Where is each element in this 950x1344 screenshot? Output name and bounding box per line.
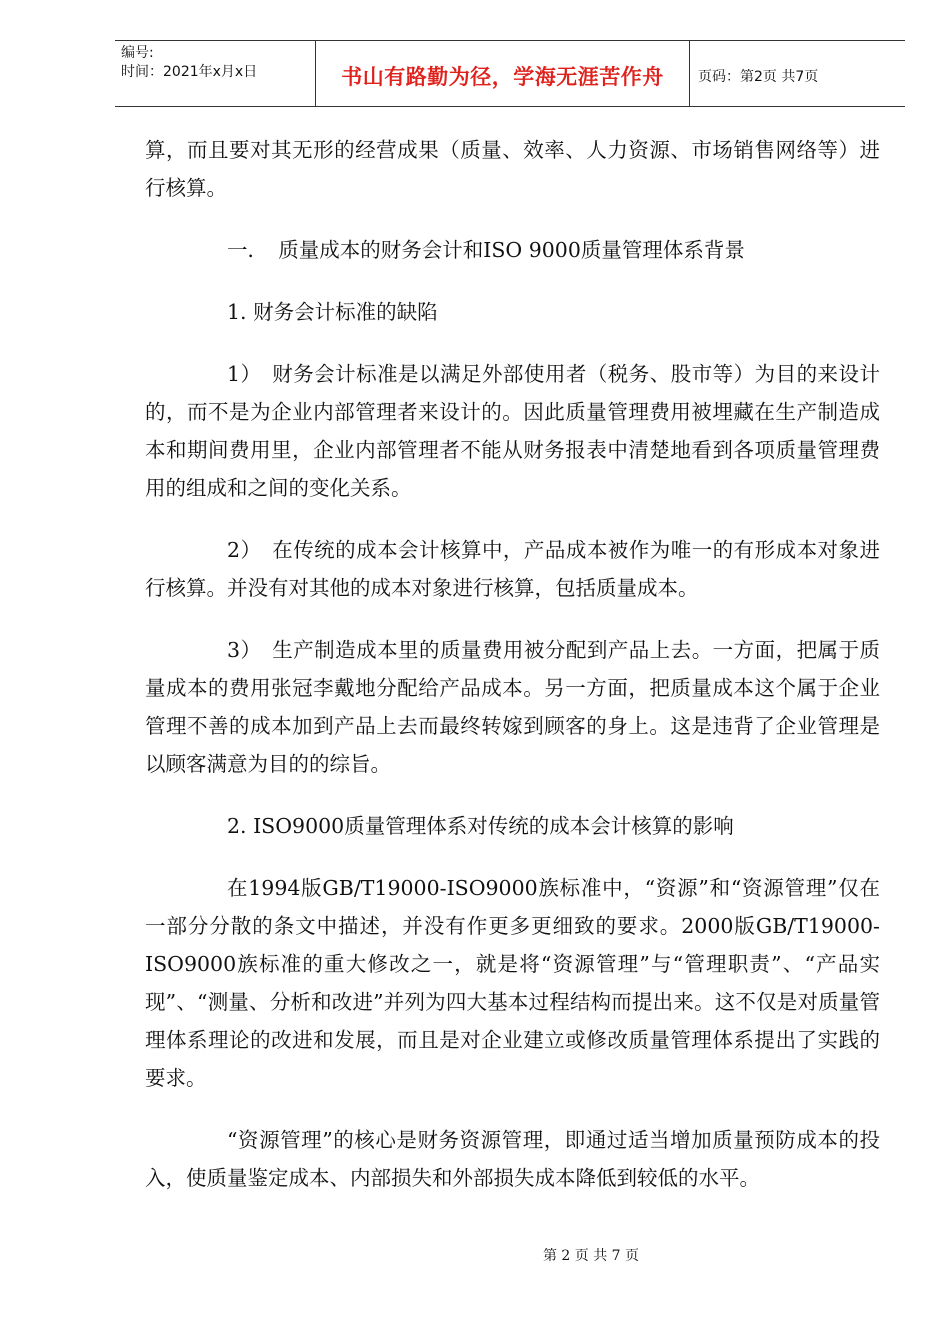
document-body xyxy=(145,131,880,1221)
paragraph-resource-management: “资源管理”的核心是财务资源管理，即通过适当增加质量预防成本的投入，使质量鉴定成本、内部损失和外部损失成本降低到较低的水平。 xyxy=(145,1128,880,1190)
header-page-info: 页码：第2页 共7页 xyxy=(698,68,819,85)
section-heading-1: 一． 质量成本的财务会计和ISO 9000质量管理体系背景 xyxy=(227,238,745,262)
subsection-heading-2: 2. ISO9000质量管理体系对传统的成本会计核算的影响 xyxy=(227,814,734,838)
serial-label: 编号: xyxy=(121,45,154,61)
paragraph-item-2: 2） 在传统的成本会计核算中，产品成本被作为唯一的有形成本对象进行核算。并没有对其他的成本对象进行核算，包括质量成本。 xyxy=(145,538,880,600)
paragraph-item-3: 3） 生产制造成本里的质量费用被分配到产品上去。一方面，把属于质量成本的费用张冠李戴地分配给产品成本。另一方面，把质量成本这个属于企业管理不善的成本加到产品上去而最终转嫁到顾客的身上。这是违背了企业管理是以顾客满意为目的的综旨。 xyxy=(145,638,880,776)
page-footer xyxy=(0,1245,950,1265)
paragraph-continuation: 算，而且要对其无形的经营成果（质量、效率、人力资源、市场销售网络等）进行核算。 xyxy=(145,138,880,200)
subsection-heading-1: 1. 财务会计标准的缺陷 xyxy=(227,300,438,324)
page-header xyxy=(115,40,905,107)
paragraph-item-1: 1） 财务会计标准是以满足外部使用者（税务、股市等）为目的来设计的，而不是为企业内部管理者来设计的。因此质量管理费用被埋藏在生产制造成本和期间费用里，企业内部管理者不能从财务报表中清楚地看到各项质量管理费用的组成和之间的变化关系。 xyxy=(145,362,880,500)
header-meta xyxy=(115,41,316,106)
footer-page-number: 第 2 页 共 7 页 xyxy=(542,1248,640,1264)
header-motto: 书山有路勤为径，学海无涯苦作舟 xyxy=(316,41,690,106)
time-label: 时间：2021年x月x日 xyxy=(121,64,258,80)
paragraph-standards: 在1994版GB/T19000-ISO9000族标准中，“资源”和“资源管理”仅在一部分分散的条文中描述，并没有作更多更细致的要求。2000版GB/T19000-ISO9000族标准的重大修改之一，就是将“资源管理”与“管理职责”、“产品实现”、“测量、分析和改进”并列为四大基本过程结构而提出来。这不仅是对质量管理体系理论的改进和发展，而且是对企业建立或修改质量管理体系提出了实践的要求。 xyxy=(145,876,880,1090)
